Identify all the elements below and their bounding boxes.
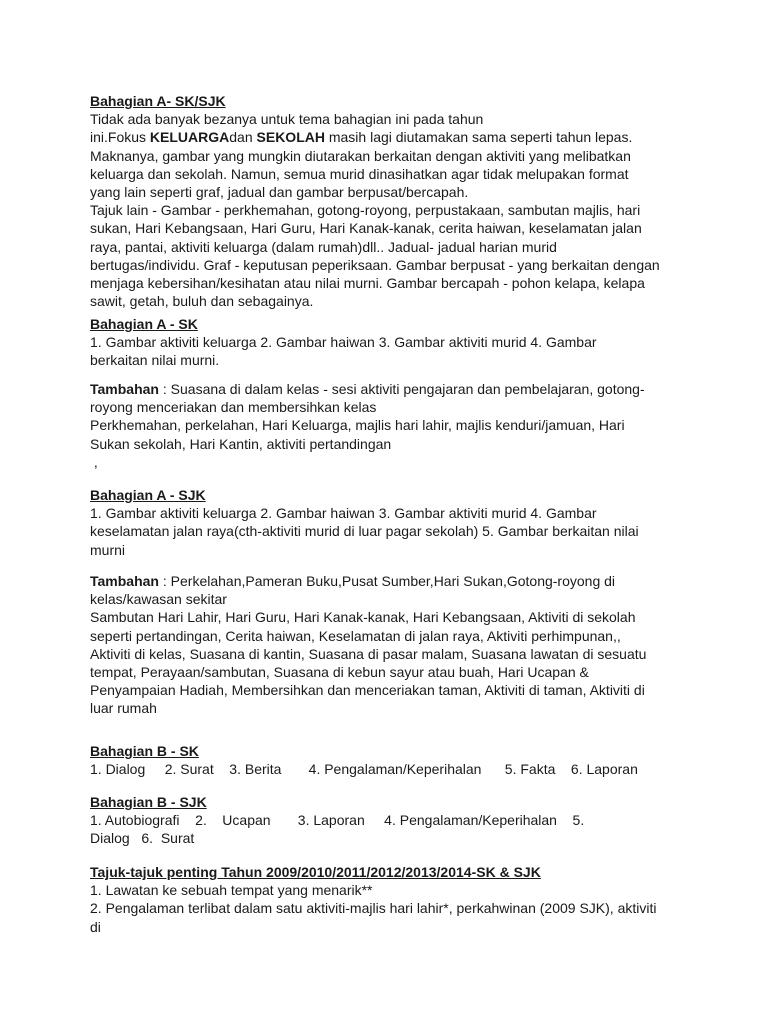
section-tajuk-tajuk-penting: [90, 863, 680, 936]
paragraph-line: [90, 572, 680, 590]
paragraph-line: [90, 128, 680, 146]
paragraph-line: murni: [90, 541, 126, 558]
paragraph-line: raya, pantai, aktiviti keluarga (dalam rumah)dll.. Jadual- jadual harian murid: [90, 238, 557, 255]
section-heading: Bahagian A - SK: [90, 316, 198, 332]
paragraph-line: keselamatan jalan raya(cth-aktiviti murid di luar pagar sekolah) 5. Gambar berkaitan nilai: [90, 523, 639, 540]
paragraph-line: 1. Dialog 2. Surat 3. Berita 4. Pengalaman/Keperihalan 5. Fakta 6. Laporan: [90, 761, 638, 778]
paragraph-line: sawit, getah, buluh dan sebagainya.: [90, 293, 314, 310]
bold-keyword-sekolah: SEKOLAH: [256, 129, 325, 146]
section-heading: Tajuk-tajuk penting Tahun 2009/2010/2011/2012/2013/2014-SK & SJK: [90, 864, 541, 880]
paragraph-line: 2. Pengalaman terlibat dalam satu aktiviti-majlis hari lahir*, perkahwinan (2009 SJK), aktiviti: [90, 900, 657, 917]
section-bahagian-b-sk: [90, 742, 680, 778]
section-heading: Bahagian B - SK: [90, 743, 199, 759]
paragraph-line: sukan, Hari Kebangsaan, Hari Guru, Hari Kanak-kanak, cerita haiwan, keselamatan jalan: [90, 220, 642, 237]
paragraph-line: luar rumah: [90, 700, 157, 717]
paragraph-line: 1. Gambar aktiviti keluarga 2. Gambar haiwan 3. Gambar aktiviti murid 4. Gambar: [90, 505, 597, 522]
paragraph-line: 1. Gambar aktiviti keluarga 2. Gambar haiwan 3. Gambar aktiviti murid 4. Gambar: [90, 334, 597, 351]
section-bahagian-a-sjk: [90, 486, 680, 559]
section-bahagian-b-sjk: [90, 793, 680, 848]
paragraph-line: Dialog 6. Surat: [90, 830, 195, 847]
paragraph-line: bertugas/individu. Graf - keputusan peperiksaan. Gambar berpusat - yang berkaitan dengan: [90, 256, 660, 273]
section-heading: Bahagian A- SK/SJK: [90, 93, 226, 109]
paragraph-line: yang lain seperti graf, jadual dan gambar berpusat/bercapah.: [90, 184, 469, 201]
paragraph-line: [90, 380, 680, 398]
paragraph-line: Sambutan Hari Lahir, Hari Guru, Hari Kanak-kanak, Hari Kebangsaan, Aktiviti di sekolah: [90, 609, 636, 626]
section-heading: Bahagian B - SJK: [90, 794, 207, 810]
paragraph-line: royong menceriakan dan membersihkan kelas: [90, 399, 377, 416]
paragraph-line: Perkhemahan, perkelahan, Hari Keluarga, majlis hari lahir, majlis kenduri/jamuan, Hari: [90, 417, 625, 434]
paragraph-line: 1. Lawatan ke sebuah tempat yang menarik**: [90, 882, 373, 899]
paragraph-line: Tajuk lain - Gambar - perkhemahan, gotong-royong, perpustakaan, sambutan majlis, hari: [90, 202, 641, 219]
text-run: : Perkelahan,Pameran Buku,Pusat Sumber,Hari Sukan,Gotong-royong di: [158, 573, 616, 589]
paragraph-line: Aktiviti di kelas, Suasana di kantin, Suasana di pasar malam, Suasana lawatan di sesuatu: [90, 645, 647, 662]
section-heading: Bahagian A - SJK: [90, 487, 206, 503]
paragraph-line: keluarga dan sekolah. Namun, semua murid dinasihatkan agar tidak melupakan format: [90, 165, 629, 182]
paragraph-line: tempat, Perayaan/sambutan, Suasana di kebun sayur atau buah, Hari Ucapan &: [90, 664, 589, 681]
text-run: : Suasana di dalam kelas - sesi aktiviti pengajaran dan pembelajaran, gotong-: [158, 381, 645, 397]
paragraph-line: di: [90, 918, 101, 935]
text-run: masih lagi diutamakan sama seperti tahun lepas.: [324, 129, 633, 146]
section-bahagian-a-sk-sjk: [90, 92, 680, 310]
section-bahagian-a-sk: [90, 315, 680, 370]
section-tambahan-sk: [90, 380, 680, 471]
paragraph-line: Penyampaian Hadiah, Membersihkan dan menceriakan taman, Aktiviti di taman, Aktiviti di: [90, 682, 645, 699]
bold-label-tambahan: Tambahan: [90, 381, 159, 397]
paragraph-line: 1. Autobiografi 2. Ucapan 3. Laporan 4. Pengalaman/Keperihalan 5.: [90, 812, 585, 829]
paragraph-line: ,: [90, 453, 98, 470]
bold-keyword-keluarga: KELUARGA: [149, 129, 230, 146]
paragraph-line: Maknanya, gambar yang mungkin diutarakan berkaitan dengan aktiviti yang melibatkan: [90, 147, 631, 164]
paragraph-line: kelas/kawasan sekitar: [90, 591, 227, 608]
paragraph-line: berkaitan nilai murni.: [90, 352, 220, 369]
paragraph-line: Sukan sekolah, Hari Kantin, aktiviti pertandingan: [90, 435, 392, 452]
bold-label-tambahan: Tambahan: [90, 573, 159, 589]
text-run: ini.Fokus: [90, 129, 150, 146]
paragraph-line: Tidak ada banyak bezanya untuk tema bahagian ini pada tahun: [90, 111, 484, 128]
text-run: dan: [229, 129, 257, 146]
paragraph-line: seperti pertandingan, Cerita haiwan, Keselamatan di jalan raya, Aktiviti perhimpunan,,: [90, 627, 621, 644]
paragraph-line: menjaga kebersihan/kesihatan atau nilai murni. Gambar bercapah - pohon kelapa, kelapa: [90, 275, 645, 292]
section-tambahan-sjk: [90, 572, 680, 718]
